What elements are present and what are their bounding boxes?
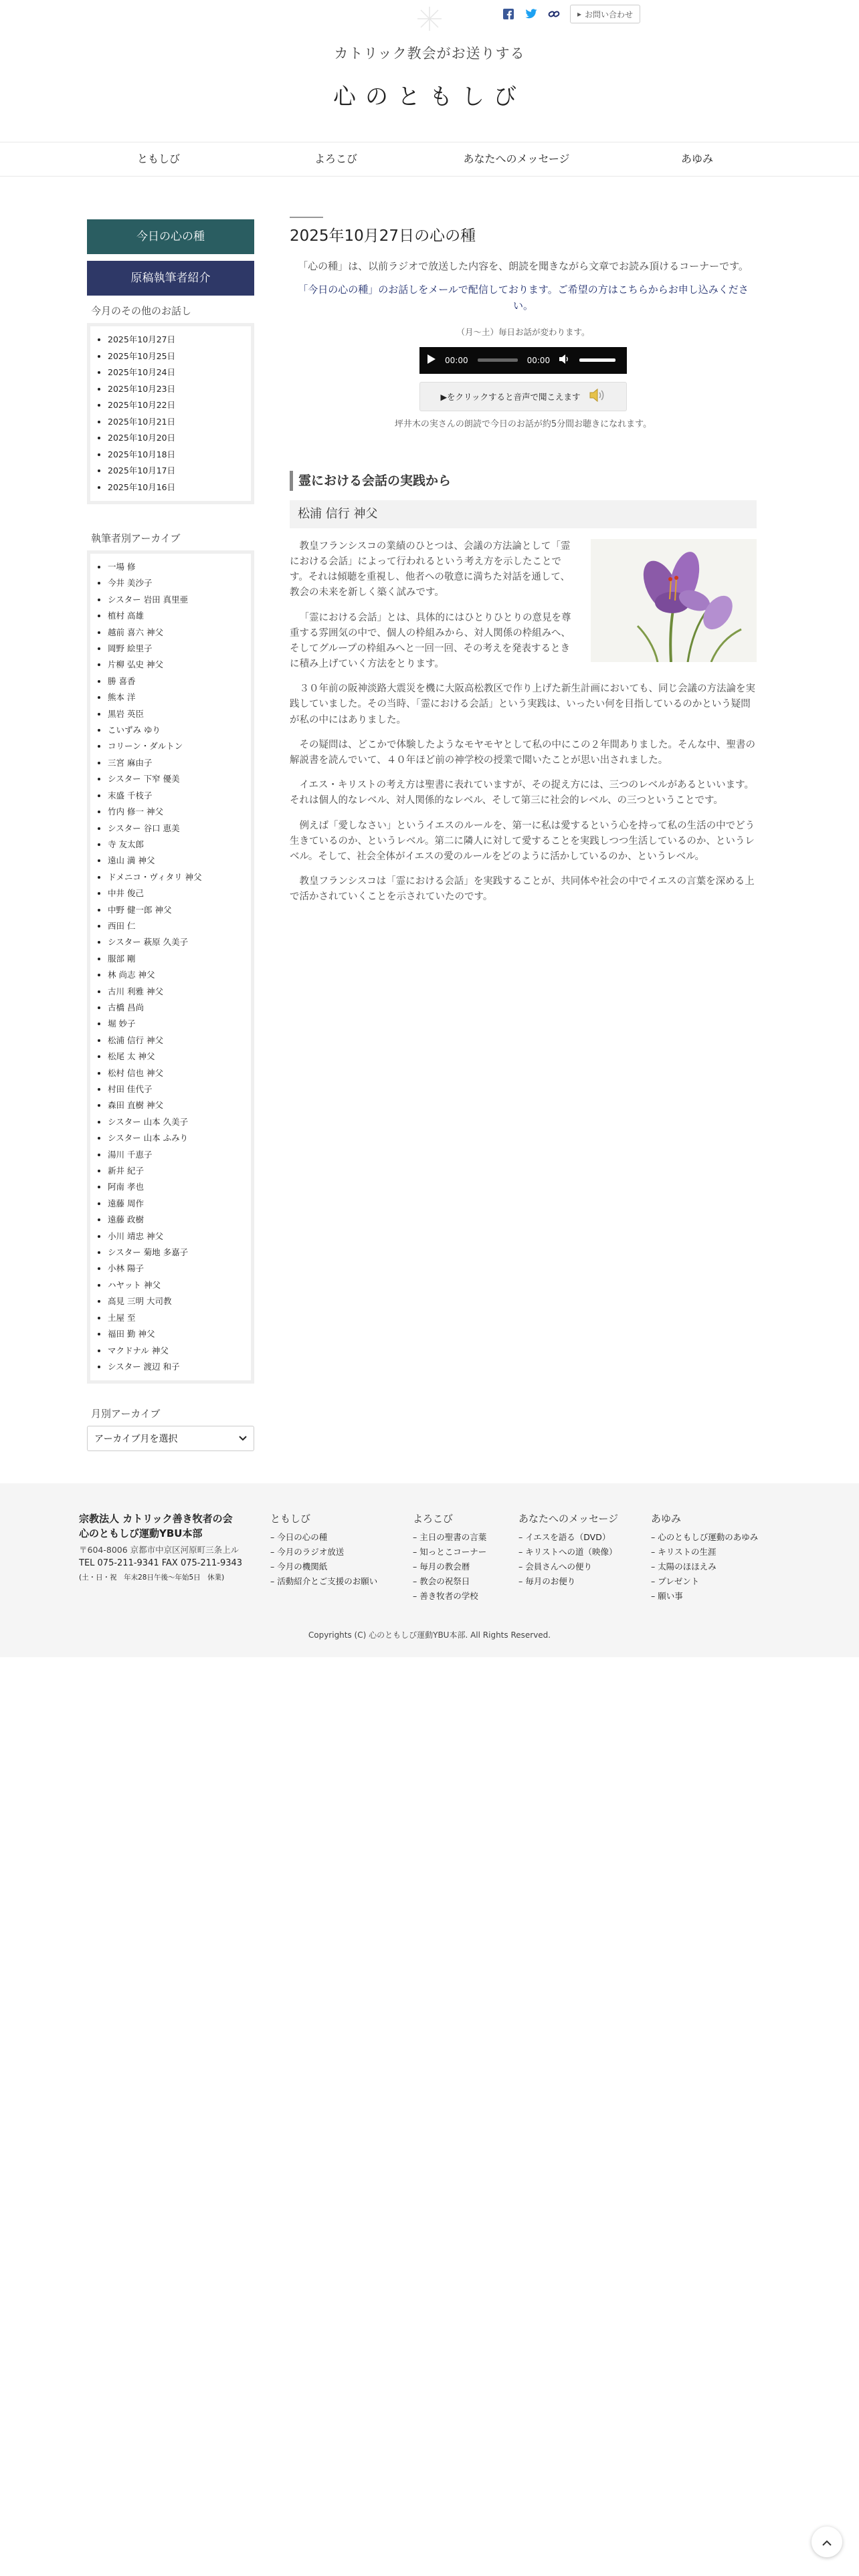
play-icon[interactable] [427,354,436,366]
footer-link[interactable]: – 毎月のお便り [518,1574,618,1589]
footer-col-tomoshibi [270,1511,377,1589]
author-archive-link[interactable]: • 新井 紀子 [108,1163,243,1179]
listen-label: ▶をクリックすると音声で聞こえます [440,391,581,402]
author-archive-link[interactable]: • 中井 俊己 [108,885,243,901]
article-paragraph: 教皇フランシスコは「霊における会話」を実践することが、共同体や社会の中でイエスの言葉を深める上で活かされていくことを示されていたのです。 [290,876,755,903]
author-archive-link[interactable]: • シスター 渡辺 和子 [108,1359,243,1375]
footer-col-message [518,1511,618,1589]
contact-label: お問い合わせ [585,9,634,19]
author-archive-link[interactable]: • シスター 山本 久美子 [108,1114,243,1130]
other-talk-link[interactable]: • 2025年10月21日 [108,414,243,431]
footer-link[interactable]: – 活動紹介とご支援のお願い [270,1574,377,1589]
author-archive-link[interactable]: • 湯川 千恵子 [108,1147,243,1163]
author-archive-link[interactable]: • 古川 利雅 神父 [108,984,243,1000]
footer-link[interactable]: – キリストへの道（映像） [518,1545,618,1560]
nav-item-yorokobi[interactable]: よろこび [314,152,357,165]
arrow-right-icon: ▸ [577,9,582,19]
author-archive-link[interactable]: • 遠山 満 神父 [108,853,243,869]
site-subtitle: カトリック教会がお送りする [334,45,525,62]
article-paragraph: 例えば「愛しなさい」というイエスのルールを、第一に私は愛するという心を持って私の生活の中でどう生きているのか、というレベル。第二に隣人に対して愛することを実践しつつ生活しているのか、というレベル。そして、社会全体がイエスの愛のルールをどのように活かしているのか、というレベル。 [290,820,755,862]
article-body [290,539,757,905]
other-talk-link[interactable]: • 2025年10月25日 [108,348,243,365]
other-talk-link[interactable]: • 2025年10月27日 [108,332,243,348]
footer-link[interactable]: – キリストの生涯 [651,1545,758,1560]
author-archive-link[interactable]: • 竹内 修一 神父 [108,804,243,820]
author-archive-link[interactable]: • ハヤット 神父 [108,1277,243,1293]
author-archive-link[interactable]: • 勝 喜香 [108,673,243,689]
org-address: 〒604-8006 京都市中京区河原町三条上ル [79,1545,240,1555]
author-archive-link[interactable]: • 阿南 孝也 [108,1179,243,1195]
author-name: 松浦 信行 神父 [290,500,757,528]
footer-link[interactable]: – 主日の聖書の言葉 [413,1530,486,1545]
volume-slider[interactable] [579,358,615,362]
main-content [290,217,757,915]
article-paragraph: イエス・キリストの考え方は聖書に表れていますが、その捉え方には、三つのレベルがあるといいます。それは個人的なレベル、対人関係的なレベル、そして第三に社会的レベル、の三つということです。 [290,780,754,807]
footer-col-heading[interactable]: あなたへのメッセージ [518,1513,619,1525]
article-paragraph: その疑問は、どこかで体験したようなモヤモヤとして私の中にこの２年間ありました。そんな中、聖書の解説書を読んでいて、４０年ほど前の神学校の授業で聞いたことが思い出されました。 [290,739,755,766]
author-archive-link[interactable]: • マクドナル 神父 [108,1343,243,1359]
footer-link[interactable]: – 心のともしび運動のあゆみ [651,1530,758,1545]
footer-col-heading[interactable]: あゆみ [651,1513,682,1525]
author-archive-link[interactable]: • 今井 美沙子 [108,575,243,591]
title-rule [290,217,323,218]
footer-link[interactable]: – 会員さんへの便り [518,1560,618,1574]
author-archive-link[interactable]: • シスター 下窄 優美 [108,771,243,787]
footer-link[interactable]: – 毎月の教会暦 [413,1560,486,1574]
author-archive-list [87,550,254,1384]
author-archive-link[interactable]: • 越前 喜六 神父 [108,625,243,641]
author-archive-heading: 執筆者別アーカイブ [91,532,181,544]
site-title[interactable]: 心のともしび [333,84,526,110]
author-archive-link[interactable]: • 福田 勤 神父 [108,1326,243,1342]
author-archive-link[interactable]: • 三宮 麻由子 [108,755,243,771]
footer-col-yorokobi [413,1511,486,1604]
author-archive-link[interactable]: • 岡野 絵里子 [108,641,243,657]
footer-link[interactable]: – 善き牧者の学校 [413,1589,486,1604]
other-talk-link[interactable]: • 2025年10月22日 [108,397,243,414]
section-title: 霊における会話の実践から [290,471,757,491]
author-archive-link[interactable]: • 高見 三明 大司教 [108,1293,243,1309]
author-archive-link[interactable]: • シスター 岩田 真里亜 [108,592,243,608]
nav-item-ayumi[interactable]: あゆみ [680,152,713,165]
twitter-icon[interactable] [524,7,538,21]
footer-link[interactable]: – 知っとこコーナー [413,1545,486,1560]
author-archive-link[interactable]: • 村田 佳代子 [108,1081,243,1097]
author-archive-link[interactable]: • ドメニコ・ヴィタリ 神父 [108,869,243,885]
current-time: 00:00 [445,355,468,365]
author-archive-link[interactable]: • 服部 剛 [108,951,243,967]
author-archive-link[interactable]: • シスター 山本 ふみり [108,1130,243,1146]
other-talk-link[interactable]: • 2025年10月16日 [108,479,243,496]
social-links [502,4,640,24]
author-archive-link[interactable]: • 西田 仁 [108,918,243,934]
intro-text: 「心の種」は、以前ラジオで放送した内容を、朗読を聞きながら文章でお読み頂けるコーナーです。 [298,260,749,272]
nav-item-message[interactable]: あなたへのメッセージ [463,152,570,165]
article-paragraph: 教皇フランシスコの業績のひとつは、会議の方法論として「霊における会話」によって行われるという考え方を示したことです。それは傾聴を重視し、他者への敬意に満ちた対話を通して、教会の未来を新しく築く試みです。 [290,540,571,599]
snowflake-ornament [416,5,443,32]
contact-button[interactable] [570,5,640,23]
article-paragraph: 「霊における会話」とは、具体的にはひとりひとりの意見を尊重する雰囲気の中で、個人の枠組みから、対人関係の枠組みへ、そしてグループの枠組みへと一回一回、その考えを発表するときに積み上げていく方法をとります。 [290,612,571,670]
author-archive-link[interactable]: • 松尾 太 神父 [108,1049,243,1065]
monthly-archive-heading: 月別アーカイブ [91,1408,161,1420]
volume-icon[interactable] [559,354,570,366]
mail-subscribe-link[interactable]: 「今日の心の種」のお話しをメールで配信しております。ご希望の方はこちらからお申し込みください。 [298,284,749,312]
page-title: 2025年10月27日の心の種 [290,227,476,245]
duration-time: 00:00 [527,355,551,365]
today-seed-button[interactable]: 今日の心の種 [87,219,254,254]
author-archive-link[interactable]: • 遠藤 周作 [108,1196,243,1212]
org-hours: (土・日・祝 年末28日午後〜年始5日 休業) [79,1574,225,1582]
link-icon[interactable] [547,7,561,21]
nav-item-tomoshibi[interactable]: ともしび [136,152,180,165]
author-archive-link[interactable]: • 中野 健一郎 神父 [108,902,243,918]
audio-player [419,347,627,374]
author-archive-link[interactable]: • 森田 直樹 神父 [108,1097,243,1113]
footer-col-heading[interactable]: ともしび [270,1513,311,1525]
org-name: 宗教法人 カトリック善き牧者の会 [79,1513,233,1525]
org-hq: 心のともしび運動YBU本部 [79,1527,203,1539]
footer-link[interactable]: – 教会の祝祭日 [413,1574,486,1589]
footer [0,1483,859,1657]
other-talk-link[interactable]: • 2025年10月24日 [108,364,243,381]
footer-link[interactable]: – 願い事 [651,1589,758,1604]
author-archive-link[interactable]: • 小林 陽子 [108,1261,243,1277]
back-to-top-button[interactable] [812,2527,842,2557]
author-archive-link[interactable]: • 堀 妙子 [108,1016,243,1032]
footer-link[interactable]: – イエスを語る（DVD） [518,1530,618,1545]
other-talk-link[interactable]: • 2025年10月20日 [108,430,243,447]
chevron-up-icon [822,2536,832,2549]
author-archive-link[interactable]: • 一場 修 [108,559,243,575]
author-archive-link[interactable]: • 片柳 弘史 神父 [108,657,243,673]
schedule-note: （月〜土）毎日お話が変わります。 [456,326,590,337]
author-archive-link[interactable]: • 林 尚志 神父 [108,967,243,983]
author-archive-link[interactable]: • 土屋 至 [108,1310,243,1326]
chevron-down-icon [239,1433,247,1444]
other-talk-link[interactable]: • 2025年10月18日 [108,447,243,463]
author-archive-link[interactable]: • 古橋 昌尚 [108,1000,243,1016]
author-archive-link[interactable]: • 熊本 洋 [108,689,243,706]
author-archive-link[interactable]: • 黒岩 英臣 [108,706,243,722]
footer-link[interactable]: – 今月の機関紙 [270,1560,377,1574]
author-archive-link[interactable]: • 遠藤 政樹 [108,1212,243,1228]
speaker-icon [589,388,606,405]
footer-link[interactable]: – プレゼント [651,1574,758,1589]
other-talk-link[interactable]: • 2025年10月17日 [108,463,243,479]
author-archive-link[interactable]: • 松村 信也 神父 [108,1065,243,1081]
footer-col-heading[interactable]: よろこび [413,1513,454,1525]
footer-link[interactable]: – 太陽のほほえみ [651,1560,758,1574]
crocus-flower-image [591,539,757,662]
author-archive-link[interactable]: • シスター 萩原 久美子 [108,934,243,950]
author-archive-link[interactable]: • 寺 友太郎 [108,837,243,853]
author-archive-link[interactable]: • 植村 高雄 [108,608,243,624]
player-note: 坪井木の実さんの朗読で今日のお話が約5分間お聴きになれます。 [394,419,652,429]
progress-bar[interactable] [478,358,518,362]
author-archive-link[interactable]: • シスター 菊地 多嘉子 [108,1245,243,1261]
footer-col-ayumi [651,1511,758,1604]
other-talk-link[interactable]: • 2025年10月23日 [108,381,243,398]
sidebar [87,219,254,1451]
author-archive-link[interactable]: • 松浦 信行 神父 [108,1033,243,1049]
facebook-icon[interactable] [502,7,515,21]
global-nav [0,142,859,177]
article-paragraph: ３０年前の阪神淡路大震災を機に大阪高松教区で作り上げた新生計画においても、同じ会議の方法論を実践していました。その当時、「霊における会話」という実践は、いったい何を目指しているのかという疑問が私の中にはありました。 [290,683,755,726]
archive-month-select[interactable] [87,1426,254,1451]
writers-intro-button[interactable]: 原稿執筆者紹介 [87,261,254,296]
archive-select-label: アーカイブ月を選択 [94,1434,178,1445]
author-archive-link[interactable]: • コリーン・ダルトン [108,738,243,754]
copyright: Copyrights (C) 心のともしび運動YBU本部. All Rights Reserved. [308,1630,551,1640]
author-archive-link[interactable]: • 末盛 千枝子 [108,788,243,804]
footer-link[interactable]: – 今月のラジオ放送 [270,1545,377,1560]
other-talks-heading: 今月のその他のお話し [91,305,192,317]
author-archive-link[interactable]: • こいずみ ゆり [108,722,243,738]
author-archive-link[interactable]: • 小川 靖忠 神父 [108,1228,243,1245]
author-archive-link[interactable]: • シスター 谷口 恵美 [108,821,243,837]
org-phone: TEL 075-211-9341 FAX 075-211-9343 [79,1558,243,1568]
footer-link[interactable]: – 今日の心の種 [270,1530,377,1545]
listen-audio-button[interactable] [419,382,627,411]
other-talks-list [87,323,254,504]
footer-organization [79,1511,260,1585]
